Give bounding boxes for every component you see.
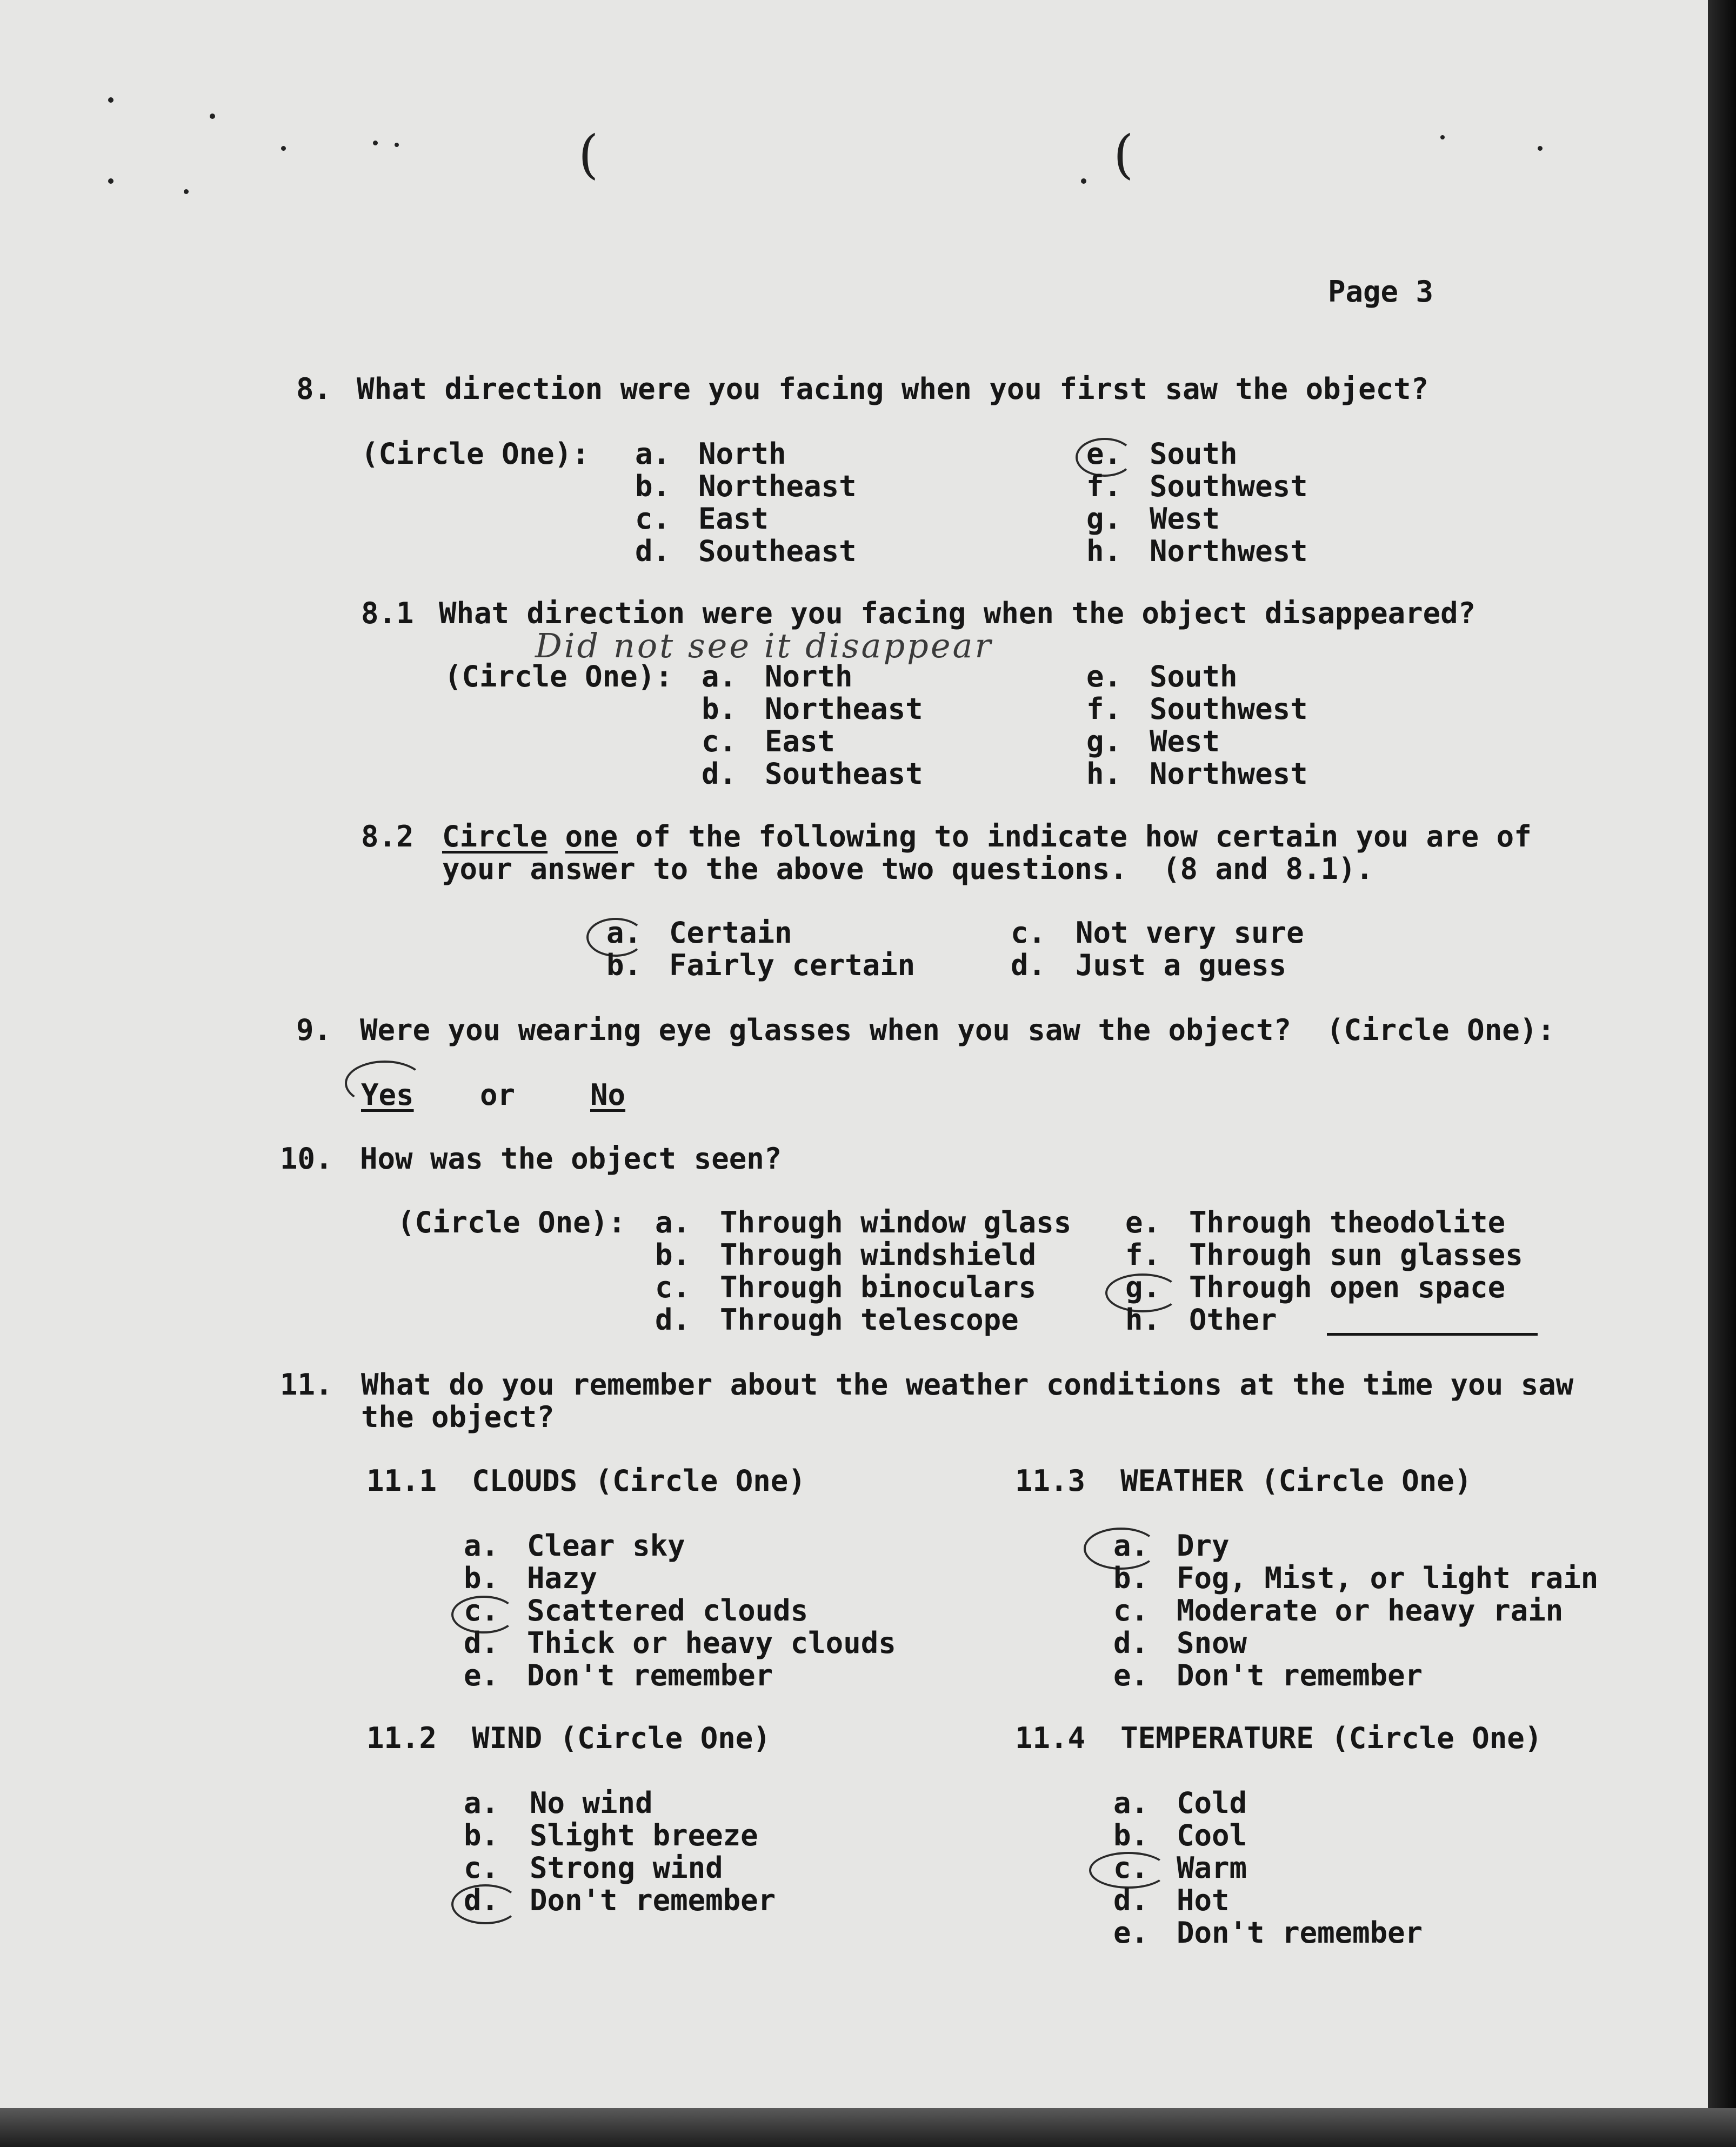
option-label: Northeast bbox=[698, 469, 857, 503]
option-label: Not very sure bbox=[1076, 916, 1304, 950]
option-label: West bbox=[1150, 724, 1220, 758]
option-letter[interactable]: h. bbox=[1086, 757, 1122, 791]
option-label: East bbox=[765, 724, 836, 758]
weather-title: 11.3 WEATHER (Circle One) bbox=[1015, 1464, 1472, 1498]
option-letter[interactable]: d. bbox=[702, 757, 737, 791]
question-text: How was the object seen? bbox=[360, 1142, 782, 1176]
option-letter[interactable]: g. bbox=[1086, 724, 1122, 758]
option-letter[interactable]: c. bbox=[1113, 1593, 1149, 1628]
option-label: Scattered clouds bbox=[527, 1593, 809, 1628]
question-number: 9. bbox=[296, 1013, 332, 1047]
option-letter[interactable]: a. bbox=[464, 1529, 499, 1563]
option-label: Through theodolite bbox=[1189, 1205, 1506, 1239]
option-letter[interactable]: c. bbox=[464, 1851, 499, 1885]
circle-one-label: (Circle One): bbox=[444, 659, 673, 694]
option-label: Snow bbox=[1177, 1626, 1247, 1660]
option-label: Moderate or heavy rain bbox=[1177, 1593, 1564, 1628]
option-letter[interactable]: a. bbox=[702, 659, 737, 694]
option-label: Clear sky bbox=[527, 1529, 685, 1563]
question-number: 11. bbox=[280, 1368, 333, 1402]
option-label: Through sun glasses bbox=[1189, 1238, 1523, 1272]
option-letter[interactable]: b. bbox=[464, 1818, 499, 1852]
scan-paren-mark: ( bbox=[1113, 124, 1134, 185]
scan-right-edge bbox=[1708, 0, 1736, 2147]
option-label: Southwest bbox=[1150, 469, 1308, 503]
option-letter[interactable]: e. bbox=[1113, 1658, 1149, 1692]
question-text: What direction were you facing when you first saw the object? bbox=[357, 372, 1429, 406]
option-letter[interactable]: d. bbox=[655, 1303, 691, 1337]
option-letter[interactable]: g. bbox=[1125, 1270, 1161, 1304]
option-label: Thick or heavy clouds bbox=[527, 1626, 896, 1660]
option-letter[interactable]: d. bbox=[464, 1883, 499, 1917]
scan-speck bbox=[1538, 146, 1543, 151]
option-letter[interactable]: d. bbox=[635, 534, 671, 568]
option-letter[interactable]: e. bbox=[1125, 1205, 1161, 1239]
option-letter[interactable]: f. bbox=[1125, 1238, 1161, 1272]
question-text-line-2: your answer to the above two questions. (8 and 8.1). bbox=[442, 852, 1374, 886]
option-label: Dry bbox=[1177, 1529, 1230, 1563]
option-letter[interactable]: a. bbox=[655, 1205, 691, 1239]
yes-option[interactable]: Yes bbox=[361, 1078, 414, 1112]
temperature-title: 11.4 TEMPERATURE (Circle One) bbox=[1015, 1721, 1543, 1755]
option-letter[interactable]: a. bbox=[464, 1786, 499, 1820]
option-label: Slight breeze bbox=[530, 1818, 758, 1852]
option-label: Don't remember bbox=[1177, 1658, 1423, 1692]
option-label: Southeast bbox=[698, 534, 857, 568]
scan-speck bbox=[1440, 135, 1445, 139]
clouds-title: 11.1 CLOUDS (Circle One) bbox=[366, 1464, 806, 1498]
option-label: Don't remember bbox=[530, 1883, 776, 1917]
question-text-rest: of the following to indicate how certain you are of bbox=[618, 819, 1532, 854]
other-blank-line[interactable] bbox=[1327, 1333, 1538, 1336]
scan-speck bbox=[210, 114, 215, 119]
option-label: Northwest bbox=[1150, 534, 1308, 568]
page-number: Page 3 bbox=[1328, 275, 1434, 309]
option-label: Just a guess bbox=[1076, 948, 1287, 982]
option-label: Warm bbox=[1177, 1851, 1247, 1885]
circle-one-label: (Circle One): bbox=[361, 437, 590, 471]
option-letter[interactable]: b. bbox=[464, 1561, 499, 1595]
option-letter[interactable]: h. bbox=[1086, 534, 1122, 568]
option-label: South bbox=[1150, 659, 1238, 694]
scan-speck bbox=[1081, 178, 1086, 184]
question-number: 8. bbox=[296, 372, 332, 406]
option-letter[interactable]: a. bbox=[1113, 1529, 1149, 1563]
option-letter[interactable]: b. bbox=[655, 1238, 691, 1272]
option-letter[interactable]: b. bbox=[1113, 1561, 1149, 1595]
option-letter[interactable]: h. bbox=[1125, 1303, 1161, 1337]
scan-speck bbox=[281, 146, 286, 151]
option-label: Hot bbox=[1177, 1883, 1230, 1917]
option-label: North bbox=[765, 659, 853, 694]
scan-speck bbox=[373, 141, 378, 145]
circle-word: Circle bbox=[442, 819, 548, 854]
question-text-line-1 bbox=[442, 821, 1532, 853]
option-letter[interactable]: c. bbox=[464, 1593, 499, 1628]
option-label: Other bbox=[1189, 1303, 1277, 1337]
handwritten-note: Did not see it disappear bbox=[535, 626, 993, 665]
option-label: Through telescope bbox=[720, 1303, 1019, 1337]
option-label: Southeast bbox=[765, 757, 923, 791]
one-word: one bbox=[565, 819, 618, 854]
option-letter[interactable]: d. bbox=[1113, 1626, 1149, 1660]
option-letter[interactable]: c. bbox=[1113, 1851, 1149, 1885]
or-word: or bbox=[480, 1078, 516, 1112]
option-letter[interactable]: c. bbox=[1011, 916, 1046, 950]
option-letter[interactable]: e. bbox=[1086, 437, 1122, 471]
option-label: Cold bbox=[1177, 1786, 1247, 1820]
option-letter[interactable]: a. bbox=[635, 437, 671, 471]
option-label: North bbox=[698, 437, 786, 471]
option-letter[interactable]: f. bbox=[1086, 692, 1122, 726]
question-text-line-2: the object? bbox=[361, 1400, 555, 1434]
option-label: Southwest bbox=[1150, 692, 1308, 726]
question-text: Were you wearing eye glasses when you saw the object? (Circle One): bbox=[360, 1013, 1555, 1047]
option-letter[interactable]: b. bbox=[1113, 1818, 1149, 1852]
option-label: Certain bbox=[669, 916, 792, 950]
question-number: 10. bbox=[280, 1142, 333, 1176]
option-letter[interactable]: e. bbox=[1086, 659, 1122, 694]
option-letter[interactable]: b. bbox=[702, 692, 737, 726]
option-letter[interactable]: c. bbox=[702, 724, 737, 758]
option-letter[interactable]: a. bbox=[606, 916, 642, 950]
option-letter[interactable]: e. bbox=[1113, 1916, 1149, 1950]
question-text-line-1: What do you remember about the weather conditions at the time you saw bbox=[361, 1368, 1574, 1402]
option-label: No wind bbox=[530, 1786, 653, 1820]
option-letter[interactable]: f. bbox=[1086, 469, 1122, 503]
option-label: Northwest bbox=[1150, 757, 1308, 791]
option-label: Through windshield bbox=[720, 1238, 1037, 1272]
scan-speck bbox=[108, 97, 113, 103]
option-letter[interactable]: a. bbox=[1113, 1786, 1149, 1820]
option-label: Through window glass bbox=[720, 1205, 1072, 1239]
question-number: 8.2 bbox=[361, 819, 414, 854]
option-label: Don't remember bbox=[1177, 1916, 1423, 1950]
scan-speck bbox=[184, 189, 189, 194]
scan-speck bbox=[395, 143, 399, 147]
option-label: Cool bbox=[1177, 1818, 1247, 1852]
option-label: Northeast bbox=[765, 692, 923, 726]
option-label: Hazy bbox=[527, 1561, 598, 1595]
option-letter[interactable]: c. bbox=[635, 502, 671, 536]
option-letter[interactable]: d. bbox=[1113, 1883, 1149, 1917]
option-letter[interactable]: d. bbox=[464, 1626, 499, 1660]
wind-title: 11.2 WIND (Circle One) bbox=[366, 1721, 771, 1755]
option-label: Strong wind bbox=[530, 1851, 723, 1885]
scan-paren-mark: ( bbox=[578, 124, 599, 185]
option-letter[interactable]: b. bbox=[606, 948, 642, 982]
option-label: West bbox=[1150, 502, 1220, 536]
question-text: What direction were you facing when the object disappeared? bbox=[439, 596, 1476, 630]
option-letter[interactable]: g. bbox=[1086, 502, 1122, 536]
option-letter[interactable]: b. bbox=[635, 469, 671, 503]
option-label: Fairly certain bbox=[669, 948, 916, 982]
option-label: East bbox=[698, 502, 769, 536]
question-number: 8.1 bbox=[361, 596, 414, 630]
option-label: Through binoculars bbox=[720, 1270, 1037, 1304]
option-letter[interactable]: d. bbox=[1011, 948, 1046, 982]
option-label: Through open space bbox=[1189, 1270, 1506, 1304]
option-label: South bbox=[1150, 437, 1238, 471]
option-label: Don't remember bbox=[527, 1658, 773, 1692]
scan-speck bbox=[108, 178, 113, 184]
option-letter[interactable]: c. bbox=[655, 1270, 691, 1304]
circle-one-label: (Circle One): bbox=[397, 1205, 626, 1239]
no-option[interactable]: No bbox=[590, 1078, 626, 1112]
scan-bottom-edge bbox=[0, 2108, 1736, 2147]
option-letter[interactable]: e. bbox=[464, 1658, 499, 1692]
option-label: Fog, Mist, or light rain bbox=[1177, 1561, 1599, 1595]
